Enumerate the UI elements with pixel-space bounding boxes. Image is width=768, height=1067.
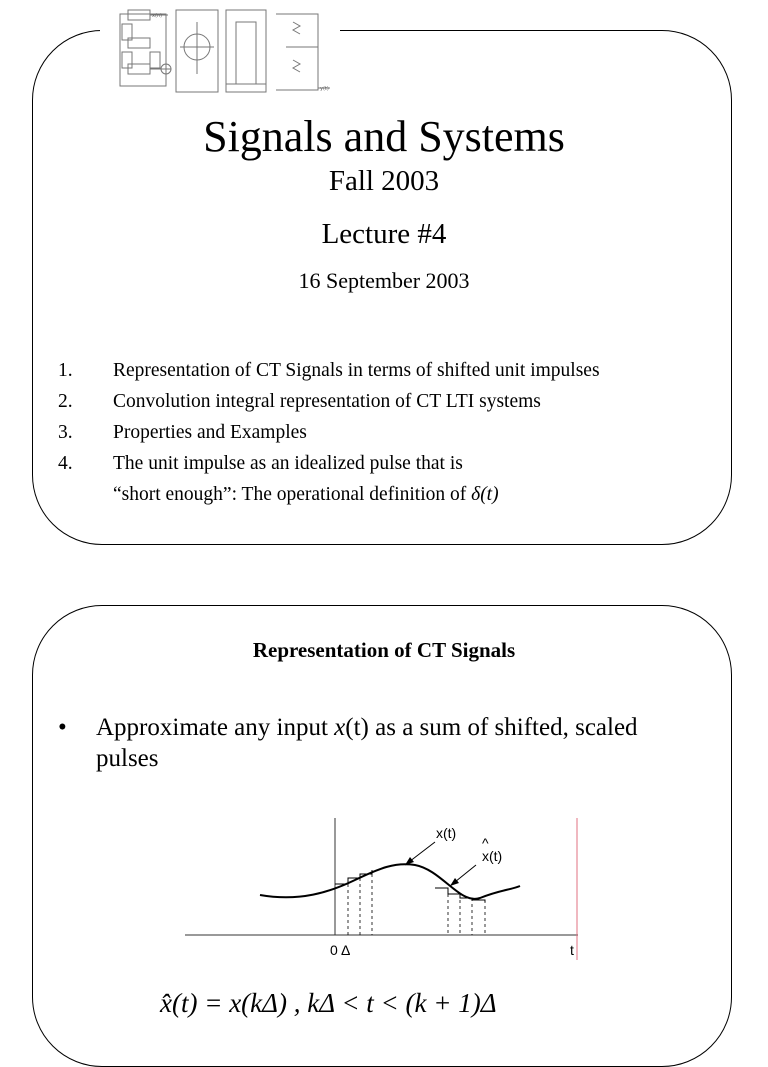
- formula-lhs: x̂(t) = x(kΔ) ,: [160, 988, 308, 1018]
- agenda-text: Properties and Examples: [113, 422, 307, 443]
- delta-symbol: δ(t): [471, 484, 499, 505]
- agenda-list: [58, 355, 600, 510]
- bullet-prefix: Approximate any input: [96, 714, 335, 741]
- bullet-suffix: as a sum of shifted, scaled: [368, 714, 638, 741]
- agenda-item: [58, 417, 600, 448]
- bullet-item: [58, 712, 638, 774]
- agenda-number: 3.: [58, 422, 73, 443]
- agenda-continuation-text: “short enough”: The operational definition of: [113, 484, 472, 505]
- agenda-text: Representation of CT Signals in terms of shifted unit impulses: [113, 360, 600, 381]
- agenda-number: 2.: [58, 391, 73, 412]
- term-label: Fall 2003: [328, 165, 440, 197]
- x-label: x(t): [436, 825, 457, 841]
- logo-label-2: y(t): [320, 86, 329, 92]
- tick-zero: 0: [330, 942, 338, 958]
- agenda-item: [58, 448, 600, 479]
- bullet-variable: x: [334, 714, 346, 741]
- bullet-text: [96, 712, 638, 774]
- formula-rhs: kΔ < t < (k + 1)Δ: [307, 988, 497, 1018]
- xhat-label: x(t): [482, 848, 503, 864]
- course-logo: [108, 2, 336, 94]
- axis-t-label: t: [570, 942, 574, 958]
- lecture-date: 16 September 2003: [298, 268, 470, 293]
- bullet-variable-arg: (t): [345, 714, 369, 741]
- agenda-number: 4.: [58, 453, 73, 474]
- logo-label-1: x(n): [152, 13, 163, 19]
- pulse-approximation-plot: [180, 810, 590, 970]
- agenda-text: Convolution integral representation of CT LTI systems: [113, 391, 541, 412]
- slide-2-title: Representation of CT Signals: [252, 638, 516, 662]
- agenda-item: [58, 355, 600, 386]
- tick-delta: Δ: [341, 942, 351, 958]
- formula: [160, 988, 497, 1019]
- agenda-continuation: [58, 479, 600, 510]
- slide-title: Signals and Systems: [203, 112, 565, 161]
- agenda-text: The unit impulse as an idealized pulse that is: [113, 453, 463, 474]
- lecture-number: Lecture #4: [321, 218, 447, 250]
- bullet-line-2: pulses: [96, 745, 159, 772]
- staircase-left: [335, 870, 372, 884]
- signal-curve: [260, 864, 520, 899]
- agenda-item: [58, 386, 600, 417]
- xhat-hat: ^: [482, 835, 489, 851]
- bullet-dot: •: [58, 714, 67, 741]
- agenda-number: 1.: [58, 360, 73, 381]
